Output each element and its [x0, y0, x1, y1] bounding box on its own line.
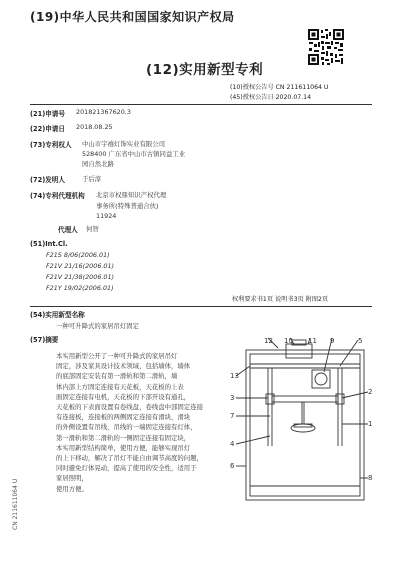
- agency-line-1: 北京市权鼎知识产权代理: [96, 191, 167, 199]
- abstract-line: 的上下移动，解决了吊灯不能自由调节高度的问题，: [56, 454, 203, 463]
- patentee-line-1: 中山市宇禧灯饰实业有限公司: [82, 140, 166, 148]
- pages-note: 权利要求书1页 说明书3页 附图2页: [232, 296, 329, 303]
- abstract-line: 有连接板，连接板的两侧固定连接有滑块，滑块: [56, 413, 191, 422]
- application-number-label: (21)申请号: [30, 110, 65, 118]
- publication-number: (10)授权公告号 CN 211611064 U: [230, 84, 329, 91]
- agency-label: (74)专利代理机构: [30, 192, 85, 200]
- figure-label: 13: [230, 372, 239, 380]
- application-number: 201821367620.3: [76, 108, 131, 116]
- wall-frame: [246, 350, 364, 500]
- int-cl-1: F21S 8/06(2006.01): [46, 251, 110, 259]
- figure-label: 4: [230, 440, 235, 448]
- lamp-body: [291, 424, 315, 432]
- abstract-label: (57)摘要: [30, 336, 59, 344]
- motor: [286, 344, 312, 358]
- patent-figure: [228, 336, 376, 506]
- connecting-plate: [272, 396, 338, 402]
- int-cl-3: F21V 21/38(2006.01): [46, 273, 115, 281]
- int-cl-4: F21Y 19/02(2006.01): [46, 284, 114, 292]
- abstract-line: 天花板的下表面设置有卷线盘，卷线盘中部固定连接: [56, 403, 203, 412]
- publication-date: (45)授权公告日 2020.07.14: [230, 94, 312, 101]
- figure-label: 5: [358, 337, 363, 345]
- inner-wall: [250, 354, 360, 496]
- figure-label: 2: [368, 388, 373, 396]
- abstract-line: 体内部上方固定连接有天花板，天花板的上表: [56, 382, 184, 391]
- figure-label: 8: [368, 474, 373, 482]
- abstract-line: 家居照明，: [56, 474, 88, 483]
- int-cl-2: F21V 21/16(2006.01): [46, 262, 115, 270]
- abstract-line: 同时避免灯体晃动，提高了使用的安全性，适用于: [56, 464, 197, 473]
- agency-line-3: 11924: [96, 212, 117, 220]
- inventor-label: (72)发明人: [30, 176, 65, 184]
- agency-line-2: 事务所(特殊普通合伙): [96, 202, 159, 210]
- figure-label: 1: [368, 420, 373, 428]
- abstract-line: 的外侧设置有吊线，吊线的一端固定连接有灯体，: [56, 423, 197, 432]
- agent-label: 代理人: [58, 226, 78, 234]
- side-document-code: CN 211611064 U: [12, 478, 19, 530]
- office-title: (19)中华人民共和国国家知识产权局: [30, 10, 235, 24]
- agent: 何智: [86, 225, 99, 233]
- figure-label: 10: [284, 337, 293, 345]
- abstract-line: 面固定连接有电机，天花板的下部开设有通孔，: [56, 392, 191, 401]
- abstract-line: 第一滑轨和第二滑轨的一侧固定连接有固定块，: [56, 433, 191, 442]
- utility-name-label: (54)实用新型名称: [30, 311, 85, 319]
- document-type: (12)实用新型专利: [146, 62, 264, 78]
- figure-label: 12: [264, 337, 273, 345]
- patentee-line-2: 528400 广东省中山市古镇同益工业: [82, 150, 186, 158]
- abstract-body: [56, 351, 221, 494]
- patentee-line-3: 园自然北路: [82, 160, 114, 168]
- int-cl-label: (51)Int.Cl.: [30, 240, 68, 248]
- qr-code: [307, 28, 345, 66]
- header-rule: [30, 104, 372, 105]
- section-rule: [30, 306, 372, 307]
- abstract-line: 本实用新型公开了一种可升降式的家居吊灯: [56, 352, 178, 360]
- application-date-label: (22)申请日: [30, 125, 65, 133]
- figure-label: 7: [230, 412, 235, 420]
- figure-label: 6: [230, 462, 235, 470]
- abstract-line: 的底部固定安装有第一滑轨和第二滑轨，墙: [56, 372, 178, 381]
- patentee-label: (73)专利权人: [30, 141, 72, 149]
- abstract-line: 固定，涉及家具设计技术领域，包括墙体，墙体: [56, 362, 191, 371]
- application-date: 2018.08.25: [76, 123, 113, 131]
- abstract-line: 本实用新型结构简单，使用方便，能够实现吊灯: [56, 443, 191, 452]
- figure-label: 11: [308, 337, 317, 345]
- inventor: 于后淳: [82, 175, 102, 183]
- utility-name: 一种可升降式的家居吊灯固定: [56, 322, 140, 330]
- figure-label: 3: [230, 394, 235, 402]
- abstract-line: 使用方便。: [56, 484, 88, 493]
- figure-label: 9: [330, 337, 335, 345]
